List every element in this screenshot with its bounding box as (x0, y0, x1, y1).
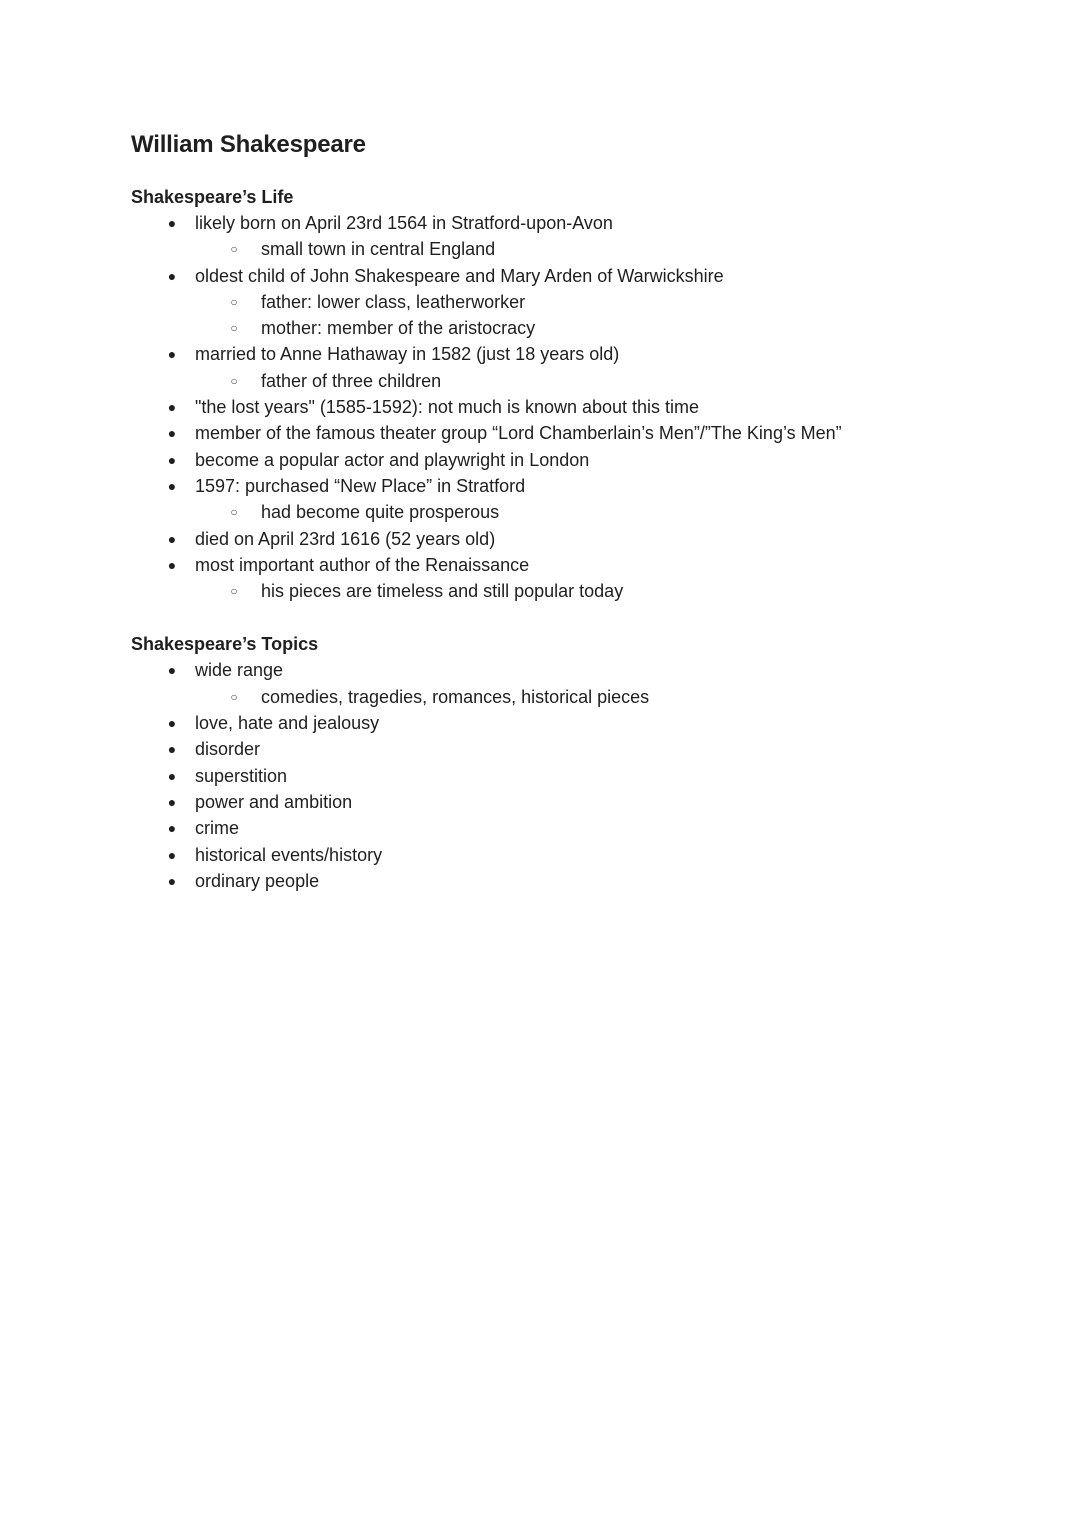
list-item-text: died on April 23rd 1616 (52 years old) (195, 528, 496, 549)
sub-list (195, 499, 971, 525)
list-item (131, 263, 971, 342)
hollow-bullet-icon: ○ (230, 294, 238, 309)
sub-list-item-text: comedies, tragedies, romances, historical pieces (261, 686, 650, 707)
list-item-text: likely born on April 23rd 1564 in Stratford-upon-Avon (195, 213, 613, 233)
sub-list-item-text: his pieces are timeless and still popular today (261, 581, 624, 602)
sub-list-item (131, 315, 971, 341)
list-item-text: historical events/history (195, 844, 383, 865)
sub-list (195, 684, 971, 710)
hollow-bullet-icon: ○ (230, 321, 238, 336)
list-item-text: disorder (195, 739, 261, 760)
list-item (131, 394, 971, 420)
list-item-text: most important author of the Renaissance (195, 554, 530, 575)
bullet-icon: ● (167, 556, 177, 573)
list-item (131, 552, 971, 605)
list-item-text: become a popular actor and playwright in London (195, 449, 590, 470)
sub-list (195, 289, 971, 342)
list-item (131, 815, 971, 841)
bullet-icon: ● (167, 530, 177, 547)
list-item-text: oldest child of John Shakespeare and Mary Arden of Warwickshire (195, 265, 724, 286)
sub-list-item (131, 578, 971, 604)
list-item (131, 868, 971, 894)
list-item (131, 763, 971, 789)
hollow-bullet-icon: ○ (230, 505, 238, 520)
section-topics (131, 631, 971, 894)
sub-list-item (131, 499, 971, 525)
list-item (131, 710, 971, 736)
list-item-text: "the lost years" (1585-1592): not much is known about this time (195, 397, 700, 418)
sub-list-item-text: small town in central England (261, 239, 496, 260)
list-item (131, 473, 971, 526)
sub-list-item-text: had become quite prosperous (261, 502, 500, 523)
bullet-icon: ● (167, 820, 177, 837)
sub-list (195, 368, 971, 394)
list-item-text: love, hate and jealousy (195, 713, 380, 734)
life-list (131, 210, 971, 604)
list-item (131, 736, 971, 762)
sub-list-item-text: mother: member of the aristocracy (261, 318, 536, 339)
list-item (131, 420, 971, 446)
sub-list-item-text: father of three children (261, 370, 442, 391)
bullet-icon: ● (167, 662, 177, 679)
bullet-icon: ● (167, 215, 177, 231)
bullet-icon: ● (167, 425, 177, 442)
list-item (131, 657, 971, 710)
list-item (131, 842, 971, 868)
bullet-icon: ● (167, 846, 177, 863)
document-page (131, 128, 971, 894)
hollow-bullet-icon: ○ (230, 689, 238, 704)
section-life (131, 184, 971, 604)
sub-list-item (131, 289, 971, 315)
list-item-text: wide range (195, 660, 284, 681)
bullet-icon: ● (167, 399, 177, 416)
sub-list-item-text: father: lower class, leatherworker (261, 291, 526, 312)
sub-list-item (131, 236, 971, 262)
bullet-icon: ● (167, 872, 177, 889)
sub-list (195, 236, 971, 262)
list-item-text: power and ambition (195, 791, 353, 812)
list-item-text: member of the famous theater group “Lord Chamberlain’s Men”/”The King’s Men” (195, 423, 842, 444)
sub-list-item (131, 684, 971, 710)
section-heading-topics: Shakespeare’s Topics (131, 634, 319, 655)
topics-list (131, 657, 971, 894)
list-item (131, 341, 971, 394)
hollow-bullet-icon: ○ (230, 584, 238, 599)
list-item (131, 447, 971, 473)
list-item-text: superstition (195, 765, 288, 786)
bullet-icon: ● (167, 741, 177, 758)
bullet-icon: ● (167, 346, 177, 363)
hollow-bullet-icon: ○ (230, 242, 238, 257)
bullet-icon: ● (167, 451, 177, 468)
list-item (131, 789, 971, 815)
list-item-text: married to Anne Hathaway in 1582 (just 18 years old) (195, 344, 620, 365)
list-item (131, 210, 971, 263)
document-title: William Shakespeare (131, 131, 366, 158)
list-item-text: crime (195, 818, 239, 839)
bullet-icon: ● (167, 767, 177, 784)
list-item-text: 1597: purchased “New Place” in Stratford (195, 475, 526, 496)
bullet-icon: ● (167, 793, 177, 810)
bullet-icon: ● (167, 715, 177, 732)
list-item-text: ordinary people (195, 870, 320, 891)
sub-list (195, 578, 971, 604)
list-item (131, 526, 971, 552)
section-heading-life: Shakespeare’s Life (131, 187, 294, 207)
bullet-icon: ● (167, 267, 177, 284)
hollow-bullet-icon: ○ (230, 373, 238, 388)
sub-list-item (131, 368, 971, 394)
bullet-icon: ● (167, 477, 177, 494)
